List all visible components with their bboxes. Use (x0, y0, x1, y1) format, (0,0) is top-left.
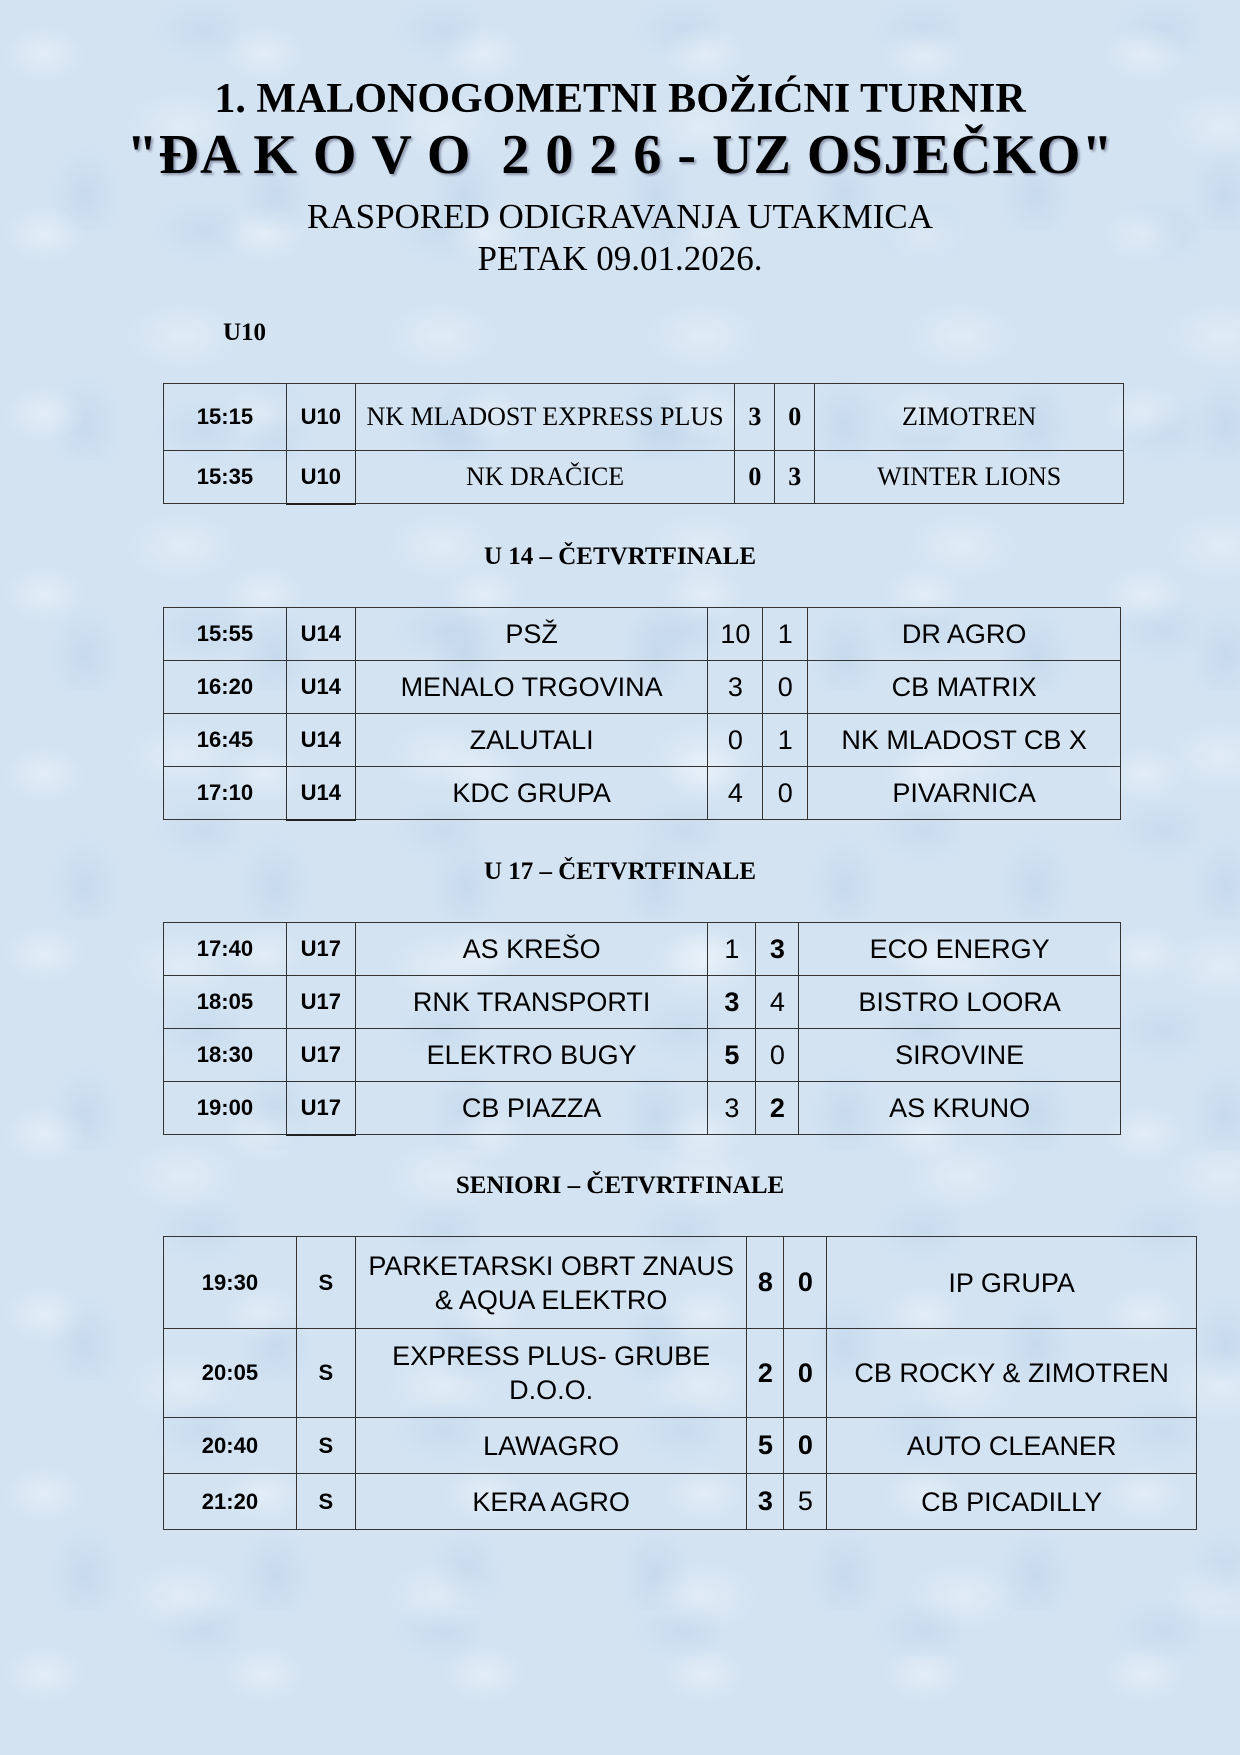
away-score: 4 (756, 976, 799, 1029)
match-category: S (296, 1474, 355, 1530)
match-row (164, 1329, 1197, 1418)
home-team: PSŽ (355, 608, 708, 661)
section-title-u17: U 17 – ČETVRTFINALE (483, 858, 757, 885)
away-team: CB ROCKY & ZIMOTREN (827, 1329, 1197, 1418)
match-category: S (296, 1418, 355, 1474)
away-team: ZIMOTREN (815, 384, 1124, 451)
match-row (164, 1082, 1121, 1135)
away-score: 0 (784, 1418, 827, 1474)
away-team: AUTO CLEANER (827, 1418, 1197, 1474)
match-category: S (296, 1329, 355, 1418)
away-score: 2 (756, 1082, 799, 1135)
home-score: 3 (735, 384, 775, 451)
home-team: MENALO TRGOVINA (355, 661, 708, 714)
home-team: ELEKTRO BUGY (355, 1029, 708, 1082)
home-score: 5 (708, 1029, 756, 1082)
match-time: 18:05 (164, 976, 287, 1029)
match-time: 16:45 (164, 714, 287, 767)
match-category: U14 (286, 608, 355, 661)
match-time: 15:35 (164, 451, 287, 504)
match-category: U17 (286, 923, 355, 976)
match-time: 15:55 (164, 608, 287, 661)
match-category: U10 (286, 451, 355, 504)
home-score: 0 (708, 714, 763, 767)
home-team: EXPRESS PLUS- GRUBE D.O.O. (355, 1329, 747, 1418)
home-score: 3 (708, 1082, 756, 1135)
schedule-table-seniori (163, 1236, 1197, 1530)
schedule-table-u14 (163, 607, 1121, 821)
match-row (164, 767, 1121, 820)
away-score: 1 (763, 714, 808, 767)
match-time: 17:10 (164, 767, 287, 820)
away-score: 5 (784, 1474, 827, 1530)
match-row (164, 1237, 1197, 1329)
away-score: 3 (775, 451, 815, 504)
away-score: 0 (763, 661, 808, 714)
away-team: AS KRUNO (799, 1082, 1121, 1135)
away-team: PIVARNICA (808, 767, 1121, 820)
home-team: LAWAGRO (355, 1418, 747, 1474)
match-time: 20:05 (164, 1329, 297, 1418)
away-score: 0 (756, 1029, 799, 1082)
home-team: KDC GRUPA (355, 767, 708, 820)
away-score: 0 (784, 1237, 827, 1329)
match-category: U14 (286, 661, 355, 714)
home-score: 10 (708, 608, 763, 661)
home-score: 5 (747, 1418, 784, 1474)
schedule-heading: RASPORED ODIGRAVANJA UTAKMICA (306, 197, 933, 236)
away-score: 1 (763, 608, 808, 661)
away-team: WINTER LIONS (815, 451, 1124, 504)
home-team: CB PIAZZA (355, 1082, 708, 1135)
home-score: 3 (708, 976, 756, 1029)
match-category: U14 (286, 714, 355, 767)
home-score: 2 (747, 1329, 784, 1418)
away-score: 0 (784, 1329, 827, 1418)
away-team: NK MLADOST CB X (808, 714, 1121, 767)
home-team: AS KREŠO (355, 923, 708, 976)
home-score: 0 (735, 451, 775, 504)
away-score: 0 (763, 767, 808, 820)
away-team: ECO ENERGY (799, 923, 1121, 976)
tournament-name: "ĐA K O V O 2 0 2 6 - UZ OSJEČKO" (126, 124, 1114, 186)
match-time: 17:40 (164, 923, 287, 976)
match-row (164, 976, 1121, 1029)
match-time: 19:30 (164, 1237, 297, 1329)
away-team: IP GRUPA (827, 1237, 1197, 1329)
home-score: 4 (708, 767, 763, 820)
match-row (164, 608, 1121, 661)
match-row (164, 714, 1121, 767)
home-score: 8 (747, 1237, 784, 1329)
home-team: RNK TRANSPORTI (355, 976, 708, 1029)
away-team: SIROVINE (799, 1029, 1121, 1082)
away-team: CB PICADILLY (827, 1474, 1197, 1530)
schedule-date: PETAK 09.01.2026. (477, 239, 763, 278)
home-team: NK MLADOST EXPRESS PLUS (355, 384, 735, 451)
match-category: U14 (286, 767, 355, 820)
match-row (164, 451, 1124, 504)
match-time: 16:20 (164, 661, 287, 714)
match-row (164, 1474, 1197, 1530)
match-row (164, 923, 1121, 976)
match-category: U10 (286, 384, 355, 451)
section-title-seniori: SENIORI – ČETVRTFINALE (455, 1172, 785, 1199)
match-category: S (296, 1237, 355, 1329)
home-score: 3 (708, 661, 763, 714)
home-team: ZALUTALI (355, 714, 708, 767)
match-time: 20:40 (164, 1418, 297, 1474)
schedule-table-u17 (163, 922, 1121, 1136)
home-team: NK DRAČICE (355, 451, 735, 504)
match-category: U17 (286, 1082, 355, 1135)
away-score: 3 (756, 923, 799, 976)
match-row (164, 384, 1124, 451)
match-row (164, 1029, 1121, 1082)
away-score: 0 (775, 384, 815, 451)
match-row (164, 661, 1121, 714)
match-time: 21:20 (164, 1474, 297, 1530)
home-team: PARKETARSKI OBRT ZNAUS & AQUA ELEKTRO (355, 1237, 747, 1329)
tournament-title: 1. MALONOGOMETNI BOŽIĆNI TURNIR (214, 76, 1026, 122)
match-time: 19:00 (164, 1082, 287, 1135)
schedule-table-u10 (163, 383, 1124, 505)
section-title-u10: U10 (223, 319, 267, 346)
away-team: DR AGRO (808, 608, 1121, 661)
home-score: 3 (747, 1474, 784, 1530)
match-category: U17 (286, 1029, 355, 1082)
match-time: 15:15 (164, 384, 287, 451)
home-score: 1 (708, 923, 756, 976)
away-team: CB MATRIX (808, 661, 1121, 714)
match-row (164, 1418, 1197, 1474)
away-team: BISTRO LOORA (799, 976, 1121, 1029)
section-title-u14: U 14 – ČETVRTFINALE (483, 543, 757, 570)
home-team: KERA AGRO (355, 1474, 747, 1530)
match-category: U17 (286, 976, 355, 1029)
match-time: 18:30 (164, 1029, 287, 1082)
